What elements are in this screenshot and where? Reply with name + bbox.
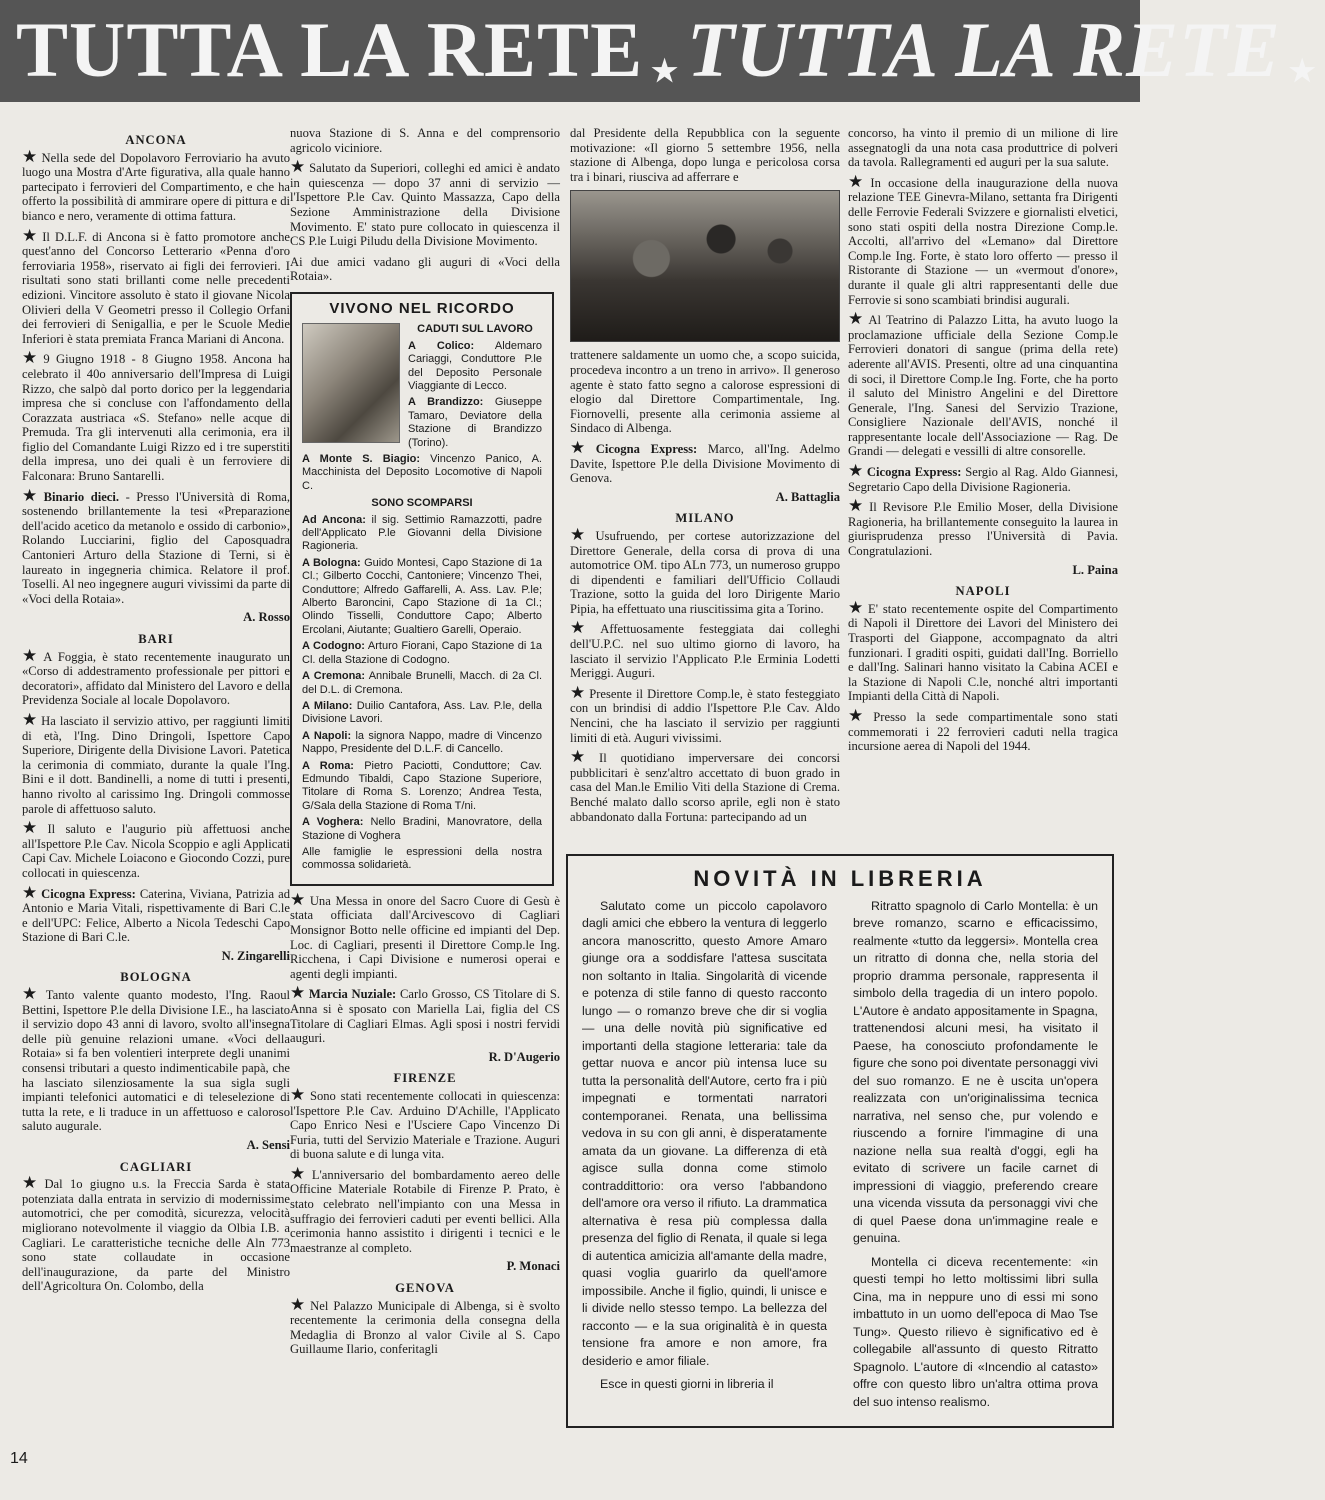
list-item: A Colico: Aldemaro Cariaggi, Conduttore P.le del Deposito Personale Viaggiante di Lecco. <box>408 339 542 392</box>
star-icon: ★ <box>22 882 39 902</box>
article: concorso, ha vinto il premio di un milione di lire assegnatogli da una nota casa produttrice di polveri da tavola. Rallegramenti ed auguri per la sua salute. <box>848 126 1118 170</box>
star-icon: ★ <box>22 984 43 1004</box>
article: ★ Il Revisore P.le Emilio Moser, della Divisione Ragioneria, ha brillantemente conseguito la laurea in giurisprudenza presso l'Università di Pavia. Congratulazioni. <box>848 496 1118 559</box>
article: ★ Il quotidiano imperversare dei concorsi pubblicitari è senz'altro accettato di buon grado in casa del Man.le Emilio Viti della Stazione di Crema. Benché malato dallo scorso aprile, egli non è stato abbandonato dalla Fortuna: partecipando ad un <box>570 747 840 824</box>
star-icon: ★ <box>22 818 45 838</box>
section-heading-napoli: NAPOLI <box>955 584 1011 599</box>
section-heading-bari: BARI <box>138 632 174 646</box>
list-item: A Cremona: Annibale Brunelli, Macch. di 2a Cl. del D.L. di Cremona. <box>302 670 543 696</box>
banner-star-icon: ★ <box>1288 54 1317 88</box>
star-icon: ★ <box>22 225 40 245</box>
star-icon: ★ <box>290 983 306 1003</box>
star-icon: ★ <box>22 1173 42 1193</box>
caduti-heading: CADUTI SUL LAVORO <box>417 323 533 336</box>
star-icon: ★ <box>22 645 41 665</box>
section-heading-milano: MILANO <box>675 511 735 526</box>
section-heading-firenze: FIRENZE <box>393 1071 457 1086</box>
list-item: A Monte S. Biagio: Vincenzo Panico, A. Macchinista del Deposito Locomotive di Napoli C. <box>302 453 542 492</box>
article: ★ Ha lasciato il servizio attivo, per raggiunti limiti di età, l'Ing. Dino Dringoli, Ispettore Capo Superiore, Dirigente della Divisione Lavori. Patetica la cerimonia di commiato, durante la quale l'Ing. Bini e il dott. Bandinelli, a nome di tutti i presenti, hanno rivolto al carissimo Ing. Dringoli commosse parole di affettuoso saluto. <box>22 709 290 816</box>
banner-star-icon: ★ <box>651 54 680 88</box>
article: dal Presidente della Repubblica con la seguente motivazione: «Il giorno 5 settembre 1956, nella stazione di Albenga, dopo lunga e pericolosa corsa tra i binari, riusciva ad afferrare e <box>570 126 840 184</box>
star-icon: ★ <box>290 1084 307 1104</box>
star-icon: ★ <box>848 309 866 329</box>
article: ★ Una Messa in onore del Sacro Cuore di Gesù è stata officiata dall'Arcivescovo di Cagliari Monsignor Botto nelle officine ed impianti del Dep. Loc. di Cagliari, presenti il Direttore Comp.le Ing. Ricchena, i Capi Divisione e numerosi operai e agenti degli impianti. <box>290 889 560 981</box>
paragraph: Salutato come un piccolo capolavoro dagli amici che ebbero la ventura di leggerlo ancora manoscritto, questo Amore Amaro giunge ora a soddisfare l'attesa suscitata non soltanto in Italia. Singolarità di vicende e potenza di stile fanno di questo racconto lungo — o romanzo breve che dir si voglia — una delle novità più significative ed importanti della stagione letteraria: tale da gettar nuova e ancor più intensa luce su tutta la personalità dell'Autore, certo fra i più impegnati e tormentati narratori contemporanei. Renata, una bellissima vedova in su con gli anni, è disperatamente amata da un giovane. La differenza di età agisce sulla donna come stimolo contraddittorio: ora verso l'abbandono dell'amore ora verso il rifiuto. La drammatica alternativa è resa più complessa dalla presenza del figlio di Renata, il quale si lega di autentica amicizia all'amante della madre, quasi voglia guarirlo da quell'amore impossibile. Anche il figlio, quindi, li unisce e li divide nello stesso tempo. La bellezza del racconto — e la sua originalità è in questa tensione fra amore e non amore, fra desiderio e amor filiale. <box>582 898 827 1368</box>
signature: A. Battaglia <box>775 489 840 504</box>
article: ★ Nel Palazzo Municipale di Albenga, si è svolto recentemente la cerimonia della consegna della Medaglia di Bronzo al valor Civile al S. Capo Guillaume Ilario, conferitagli <box>290 1294 560 1357</box>
article: trattenere saldamente un uomo che, a scopo suicida, procedeva incontro a un treno in arrivo». Il generoso agente è stato fatto segno a calorose espressioni di elogio dal Direttore Compartimentale, Ing. Fiornovelli, presente alla cerimonia assieme al Sindaco di Albenga. <box>570 348 840 436</box>
banner <box>0 0 1317 102</box>
star-icon: ★ <box>848 461 864 481</box>
star-icon: ★ <box>22 146 39 166</box>
article: ★ In occasione della inaugurazione della nuova relazione TEE Ginevra-Milano, settanta fra Dirigenti delle Ferrovie Federali Svizzere e giornalisti elvetici, sono stati ospiti della nostra Direzione Comp.le. Accolti, all'arrivo del «Lemano» dal Direttore Comp.le Ing. Forte, è stato loro offerto — presso il Ristorante di Stazione — un «vermout d'onore», durante il quale gli altri rappresentanti delle due Ferrovie si sono scambiati brindisi augurali. <box>848 171 1118 307</box>
star-icon: ★ <box>570 437 593 457</box>
star-icon: ★ <box>290 157 307 177</box>
star-icon: ★ <box>570 682 587 702</box>
article: ★ Nella sede del Dopolavoro Ferroviario ha avuto luogo una Mostra d'Arte figurativa, alla quale hanno partecipato i ferrovieri del Compartimento, e che ha offerto la possibilità di ammirare opere di pittura e di bianco e nero, veramente di ottima fattura. <box>22 146 290 223</box>
star-icon: ★ <box>570 524 593 544</box>
paragraph: Esce in questi giorni in libreria il <box>600 1377 774 1391</box>
article: ★ Dal 1o giugno u.s. la Freccia Sarda è stata potenziata dalla entrata in servizio di modernissime automotrici, che per comodità, sicurezza, velocità migliorano notevolmente il viaggio da Olbia I.B. a Cagliari. Le caratteristiche tecniche delle Aln 773 sono state collaudate in occasione dell'inaugurazione, da parte del Ministro dell'Agricoltura On. Colombo, della <box>22 1173 290 1294</box>
libreria-left-column <box>582 898 827 1418</box>
article: ★ Affettuosamente festeggiata dai colleghi dell'U.P.C. nel suo ultimo giorno di lavoro, ha lasciato il servizio l'Applicato P.le Erminia Lodetti Meriggi. Auguri. <box>570 618 841 681</box>
ricordo-title: VIVONO NEL RICORDO <box>329 299 515 317</box>
article: ★ Marcia Nuziale: Carlo Grosso, CS Titolare di S. Anna si è sposato con Mariella Lai, figlia del CS Titolare di Cagliari Elmas. Agli sposi i nostri fervidi auguri. <box>290 983 560 1046</box>
article: ★ Cicogna Express: Sergio al Rag. Aldo Giannesi, Segretario Capo della Divisione Ragioneria. <box>848 461 1118 494</box>
ceremony-photo <box>570 190 840 342</box>
article: ★ Tanto valente quanto modesto, l'Ing. Raoul Bettini, Ispettore P.le della Divisione I.E., ha lasciato il servizio dopo 43 anni di lavoro, svolto all'insegna delle più genuine relazioni umane. «Voci della Rotaia» si fa ben volentieri interprete degli unanimi consensi tributari a questo indimenticabile papà, che ha lasciato silenziosamente la sua sigla sugli impianti telefonici automatici e di teleselezione di tutta la rete, e li traduce in un affettuoso e caloroso saluto augurale. <box>22 984 290 1134</box>
article: ★ Binario dieci. - Presso l'Università di Roma, sostenendo brillantemente la tesi «Preparazione dell'acido acetico da metanolo e ossido di carbonio», Rolando Lucciarini, figlio del Caposquadra Cantonieri Arturo della Stazione di Terni, si è laureato in ingegneria chimica. Relatore il prof. Toselli. Al neo ingegnere auguri vivissimi da parte di «Voci della Rotaia». <box>22 485 290 606</box>
section-heading-cagliari: CAGLIARI <box>119 1159 193 1174</box>
signature: A. Rosso <box>243 610 290 625</box>
portrait-photo <box>302 323 400 443</box>
signature: L. Paina <box>1072 562 1118 577</box>
article: ★ Salutato da Superiori, colleghi ed amici è andato in quiescenza — dopo 37 anni di servizio — l'Ispettore P.le Cav. Quinto Massazza, Capo della Sezione Amministrazione della Divisione Movimento. E' stato pure collocato in quiescenza il CS P.le Luigi Piludu della Divisione Movimento. <box>290 157 560 249</box>
article: ★ Al Teatrino di Palazzo Litta, ha avuto luogo la proclamazione ufficiale della Sezione Comp.le Ferrovieri donatori di sangue (prima della rete) aderente all'AVIS. Presenti, oltre ad una cinquantina di soci, il Direttore Comp.le Ing. Forte, che ha porto il saluto del Ministro Angelini e del Direttore Generale, l'Ing. Sanesi del Servizio Trazione, Consigliere Nazionale dell'AVIS, nonché il rappresentante locale dell'Associazione — Rag. De Grandi — delegati e vessilli di altre consorelle. <box>848 309 1118 459</box>
star-icon: ★ <box>848 597 866 617</box>
section-heading-genova: GENOVA <box>395 1281 455 1296</box>
star-icon: ★ <box>848 496 867 516</box>
column-3 <box>570 126 840 851</box>
article: ★ Cicogna Express: Caterina, Viviana, Patrizia ad Antonio e Maria Vitali, rispettivamente di Bari C.le e dell'UPC: Felice, Alberto a Nicola Tedeschi Capo Stazione di Bari C.le. <box>22 882 290 945</box>
article: ★ Presente il Direttore Comp.le, è stato festeggiato con un brindisi di addio l'Ispettore P.le Cav. Aldo Nencini, che ha lasciato il servizio per raggiunti limiti di età. Auguri vivissimi. <box>570 682 840 745</box>
column-1 <box>22 126 290 1466</box>
article: ★ Presso la sede compartimentale sono stati commemorati i 22 ferrovieri caduti nella tragica incursione aerea di Napoli del 1944. <box>848 705 1118 754</box>
article: ★ L'anniversario del bombardamento aereo delle Officine Materiale Rotabile di Firenze P. Prato, è stato celebrato nell'impianto con una Messa in suffragio dei ferrovieri caduti per eventi bellici. Alla cerimonia hanno assistito i dirigenti i tecnici e le maestranze al completo. <box>290 1163 560 1255</box>
article: ★ Il D.L.F. di Ancona si è fatto promotore anche quest'anno del Concorso Letterario «Penna d'oro ferroviaria 1958», riservato ai figli dei ferrovieri. I risultati sono stati brillanti come nelle precedenti edizioni. Vincitore assoluto è stato il giovane Nicola Olivieri della V Geometri presso il Collegio Orfani dei ferrovieri di Senigallia, e per le Scuole Medie Inferiori è stata premiata Franca Mariani di Ancona. <box>22 225 290 346</box>
scomparsi-heading: SONO SCOMPARSI <box>371 497 473 510</box>
list-item: A Milano: Duilio Cantafora, Ass. Lav. P.le, della Divisione Lavori. <box>302 699 542 726</box>
page-number: 14 <box>10 1450 28 1467</box>
list-item: A Napoli: la signora Nappo, madre di Vincenzo Nappo, Presidente del D.L.F. di Cancello. <box>302 729 542 756</box>
signature: R. D'Augerio <box>488 1049 560 1064</box>
column-4 <box>848 126 1118 851</box>
star-icon: ★ <box>570 747 597 767</box>
list-item: A Roma: Pietro Paciotti, Conduttore; Cav. Edmundo Tibaldi, Capo Stazione Superiore, Titolare di Roma S. Lorenzo; Andrea Testa, G/Sala della Stazione di Roma T/ni. <box>302 759 542 812</box>
star-icon: ★ <box>22 709 39 729</box>
article: nuova Stazione di S. Anna e del comprensorio agricolo viciniore. <box>290 126 560 155</box>
article: ★ Usufruendo, per cortese autorizzazione del Direttore Generale, della corsa di prova di una automotrice OM. tipo ALn 773, un numeroso gruppo di dipendenti e familiari dell'Ufficio Collaudi Trazione, sotto la guida del loro Dirigente Mario Pipia, ha effettuato una riuscitissima gita a Torino. <box>570 524 840 616</box>
paragraph: Montella ci diceva recentemente: «in questi tempi ho letto moltissimi libri sulla Cina, ma in neppure uno di essi mi sono imbattuto in un uomo dell'epoca di Mao Tse Tung». Questo rilievo è significativo ed è collegabile all'assunto di questo Ritratto Spagnolo. L'autore di «Incendio al catasto» offre con questo libro un'altra ottima prova del suo intenso realismo. <box>853 1254 1098 1409</box>
section-heading-ancona: ANCONA <box>125 133 187 147</box>
column-2 <box>290 126 560 1466</box>
star-icon: ★ <box>290 1163 309 1183</box>
article: Ai due amici vadano gli auguri di «Voci della Rotaia». <box>290 254 560 284</box>
list-item: A Voghera: Nello Bradini, Manovratore, della Stazione di Voghera <box>302 816 542 842</box>
star-icon: ★ <box>290 1294 308 1314</box>
signature: P. Monaci <box>506 1259 560 1274</box>
signature: A. Sensi <box>246 1138 290 1152</box>
article: ★ E' stato recentemente ospite del Compartimento di Napoli il Direttore dei Lavori del Ministero dei Trasporti del Giappone, accompagnato da altri funzionari. I graditi ospiti, guidati dall'Ing. Borriello e dall'Ing. Salinari hanno visitato la Cabina ACEI e la Stazione di Napoli C.le, nonché altri importanti Impianti della Città di Napoli. <box>848 597 1118 704</box>
star-icon: ★ <box>848 705 871 725</box>
list-item: A Codogno: Arturo Fiorani, Capo Stazione di 1a Cl. della Stazione di Codogno. <box>302 640 543 666</box>
star-icon: ★ <box>290 889 307 909</box>
libreria-right-column <box>853 898 1098 1418</box>
list-item: A Brandizzo: Giuseppe Tamaro, Deviatore della Stazione di Brandizzo (Torino). <box>408 396 542 449</box>
list-item: Ad Ancona: il sig. Settimio Ramazzotti, padre dell'Applicato P.le Giovanni della Divisione Ragioneria. <box>302 513 543 553</box>
star-icon: ★ <box>22 485 41 505</box>
star-icon: ★ <box>22 348 41 368</box>
paragraph: Ritratto spagnolo di Carlo Montella: è un breve romanzo, scarno e efficacissimo, realmente «tutto da leggersi». Montella crea un ritratto di donna che, nella storia del proprio dramma personale, rappresenta il simbolo della tragedia di un intero popolo. L'Autore è andato appositamente in Spagna, trattenendosi alcuni mesi, ha visitato il Paese, ha conosciuto profondamente le figure che sono poi diventate personaggi vivi del suo romanzo. E ne è uscita un'opera realizzata con un'originalissima tecnica narrativa, nel senso che, pur volendo e riuscendo a fornire l'immagine di una nazione nella sua realtà d'oggi, egli ha evitato di scrivere un facile carnet di impressioni di viaggio, preferendo creare una vicenda vissuta da personaggi vivi che di quel Paese dona un'immagine reale e genuina. <box>853 898 1098 1245</box>
star-icon: ★ <box>570 618 598 638</box>
article: ★ A Foggia, è stato recentemente inaugurato un «Corso di addestramento professionale per pittori e decoratori», affidato dal Ministero del Lavoro e della Previdenza Sociale al locale Dopolavoro. <box>22 645 290 708</box>
article: ★ 9 Giugno 1918 - 8 Giugno 1958. Ancona ha celebrato il 40o anniversario dell'Impresa di Luigi Rizzo, che salpò dal porto dorico per la leggendaria impresa che si concluse con l'affondamento della Corazzata austriaca «S. Stefano» nelle acque di Premuda. Tra gli intervenuti alla cerimonia, era il figlio del Comandante Luigi Rizzo ed i tre superstiti della impresa, uno dei quali è un ferroviere di Falconara: Bruno Santarelli. <box>22 348 290 484</box>
libreria-title: NOVITÀ IN LIBRERIA <box>693 866 987 891</box>
star-icon: ★ <box>848 171 868 191</box>
banner-title-right: TUTTA LA RETE <box>687 6 1281 93</box>
article: ★ Il saluto e l'augurio più affettuosi anche all'Ispettore P.le Cav. Nicola Scoppio e agli Applicati Capi Cav. Michele Loiacono e Giocondo Cozzi, pure collocati in quiescenza. <box>22 818 290 880</box>
section-heading-bologna: BOLOGNA <box>120 970 192 985</box>
list-item: A Bologna: Guido Montesi, Capo Stazione di 1a Cl.; Gilberto Cocchi, Cantoniere; Vincenzo Thei, Conduttore; Alfredo Gaffarelli, A. Ass. Lav. P.le; Alberto Baroncini, Capo Stazione di 1a Cl.; Olindo Tisselli, Conduttore Capo; Alberto Ercolani, Aiutante; Gualtiero Garelli, Operaio. <box>302 556 543 636</box>
ricordo-box <box>290 292 554 886</box>
article: ★ Sono stati recentemente collocati in quiescenza: l'Ispettore P.le Cav. Arduino D'Achille, l'Applicato Capo Enrico Nesi e l'Usciere Capo Vincenzo Di Furia, tutti del Servizio Materiale e Trazione. Auguri di buona salute e di lunga vita. <box>290 1084 560 1162</box>
article: ★ Cicogna Express: Marco, all'Ing. Adelmo Davite, Ispettore P.le della Divisione Movimento di Genova. <box>570 437 840 486</box>
signature: N. Zingarelli <box>221 948 290 963</box>
banner-title-left: TUTTA LA RETE <box>16 6 644 93</box>
ricordo-closing: Alle famiglie le espressioni della nostra commossa solidarietà. <box>302 845 542 872</box>
libreria-box <box>566 854 1114 1428</box>
